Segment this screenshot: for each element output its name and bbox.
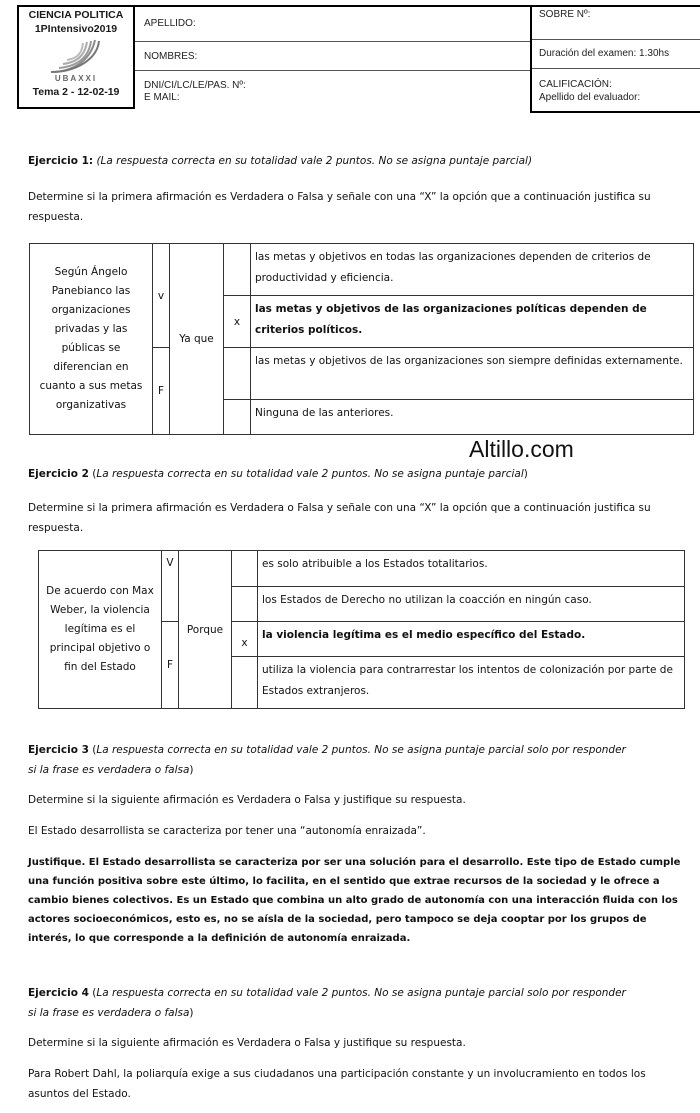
ejercicio-2-connector: Porque	[179, 551, 232, 709]
ejercicio-3-answer: Justifique. El Estado desarrollista se caracteriza por ser una solución para el desarrollo. Este tipo de Estado cumple una función positiva sobre este último, lo facilita, en el sentido que extrae recursos de la sociedad y le ofrece a cambio bienes colectivos. Es un Estado que combina un alto grado de autonomía con una interacción fluida con los actores socioeconómicos, esto es, no se aísla de la sociedad, pero tampoco se deja cooptar por los grupos de interés, lo que corresponde a la definición de autonomía enraizada.	[28, 857, 681, 944]
ejercicio-2-note: La respuesta correcta en su totalidad vale 2 puntos. No se asigna puntaje parcial	[96, 468, 524, 480]
sobre-label: SOBRE Nº:	[539, 9, 591, 20]
dni-email-field[interactable]	[135, 71, 532, 115]
ejercicio-2-mark-1[interactable]	[232, 551, 258, 587]
header-course-box	[17, 5, 135, 109]
ejercicio-1-connector: Ya que	[170, 244, 224, 435]
ejercicio-3-instruction: Determine si la siguiente afirmación es Verdadera o Falsa y justifique su respuesta.	[28, 794, 466, 806]
ejercicio-2-option-1: es solo atribuible a los Estados totalitarios.	[258, 551, 685, 587]
ejercicio-3-heading: Ejercicio 3 (La respuesta correcta en su totalidad vale 2 puntos. No se asigna puntaje parcial solo por responder si la frase es verdadera o falsa)	[28, 744, 626, 776]
exam-header	[17, 5, 700, 113]
duracion-field	[532, 40, 700, 69]
ejercicio-1-mark-1[interactable]	[224, 244, 251, 296]
ejercicio-3-title: Ejercicio 3	[28, 744, 89, 756]
sobre-field[interactable]	[532, 7, 700, 40]
ejercicio-4-instruction: Determine si la siguiente afirmación es Verdadera o Falsa y justifique su respuesta.	[28, 1037, 466, 1049]
ejercicio-4-heading: Ejercicio 4 (La respuesta correcta en su totalidad vale 2 puntos. No se asigna puntaje parcial solo por responder si la frase es verdadera o falsa)	[28, 987, 626, 1019]
calificacion-label: CALIFICACIÓN:	[539, 79, 612, 90]
ejercicio-2-statement: De acuerdo con Max Weber, la violencia legítima es el principal objetivo o fin del Estado	[39, 551, 162, 709]
ejercicio-1-title: Ejercicio 1:	[28, 155, 94, 167]
ejercicio-4-note-line2: si la frase es verdadera o falsa	[28, 1007, 190, 1019]
ejercicio-1-note: (La respuesta correcta en su totalidad vale 2 puntos. No se asigna puntaje parcial)	[96, 155, 533, 167]
ejercicio-2-option-4: utiliza la violencia para contrarrestar los intentos de colonización por parte de Estados extranjeros.	[258, 657, 685, 709]
apellido-label: APELLIDO:	[144, 18, 196, 29]
apellido-field[interactable]	[135, 7, 532, 42]
ejercicio-1-statement: Según Ángelo Panebianco las organizaciones privadas y las públicas se diferencian en cuanto a sus metas organizativas	[30, 244, 153, 435]
tema-date: Tema 2 - 12-02-19	[32, 86, 120, 98]
ejercicio-2-v-option[interactable]: V	[162, 551, 179, 622]
calificacion-field[interactable]	[532, 69, 700, 113]
ejercicio-1-v-option[interactable]: v	[153, 244, 170, 348]
ejercicio-1-instruction: Determine si la primera afirmación es Verdadera o Falsa y señale con una “X” la opción que a continuación justifica su respuesta.	[28, 191, 651, 223]
ejercicio-4-statement: Para Robert Dahl, la poliarquía exige a sus ciudadanos una participación constante y un involucramiento en todos los asuntos del Estado.	[28, 1068, 646, 1100]
header-student-fields	[135, 5, 532, 113]
ejercicio-1-table	[29, 243, 694, 435]
subject-title: CIENCIA POLITICA	[28, 9, 124, 21]
ejercicio-2-option-2: los Estados de Derecho no utilizan la coacción en ningún caso.	[258, 587, 685, 622]
ejercicio-3-statement: El Estado desarrollista se caracteriza por tener una “autonomía enraizada”.	[28, 825, 426, 837]
ejercicio-1-option-1: las metas y objetivos en todas las organizaciones dependen de criterios de productividad y eficiencia.	[251, 244, 694, 296]
ejercicio-2-mark-3[interactable]: x	[232, 622, 258, 657]
ejercicio-2-table	[38, 550, 685, 709]
ejercicio-1-mark-4[interactable]	[224, 400, 251, 435]
ejercicio-2-option-3: la violencia legítima es el medio específico del Estado.	[258, 622, 685, 657]
ejercicio-1-f-option[interactable]: F	[153, 348, 170, 435]
email-label: E MAIL:	[144, 92, 180, 103]
ejercicio-2-mark-2[interactable]	[232, 587, 258, 622]
nombres-label: NOMBRES:	[144, 51, 198, 62]
ejercicio-1-option-4: Ninguna de las anteriores.	[251, 400, 694, 435]
ejercicio-1-mark-3[interactable]	[224, 348, 251, 400]
duracion-label: Duración del examen: 1.30hs	[539, 48, 670, 59]
ejercicio-2-title: Ejercicio 2	[28, 468, 89, 480]
ejercicio-1-option-2: las metas y objetivos de las organizaciones políticas dependen de criterios políticos.	[251, 296, 694, 348]
altillo-watermark: Altillo.com	[469, 436, 574, 462]
ubaxxi-logo-icon	[41, 38, 111, 74]
ejercicio-4-note-line1: La respuesta correcta en su totalidad vale 2 puntos. No se asigna puntaje parcial solo por responder	[96, 987, 626, 999]
ejercicio-3-note-line2: si la frase es verdadera o falsa	[28, 764, 190, 776]
ejercicio-2-heading: Ejercicio 2 (La respuesta correcta en su totalidad vale 2 puntos. No se asigna puntaje parcial)	[28, 468, 528, 480]
ejercicio-2-mark-4[interactable]	[232, 657, 258, 709]
ejercicio-4-title: Ejercicio 4	[28, 987, 89, 999]
evaluador-label: Apellido del evaluador:	[539, 92, 641, 103]
dni-label: DNI/CI/LC/LE/PAS. Nº:	[144, 80, 246, 91]
ejercicio-1-mark-2[interactable]: x	[224, 296, 251, 348]
ejercicio-1-option-3: las metas y objetivos de las organizaciones son siempre definidas externamente.	[251, 348, 694, 400]
ejercicio-2-f-option[interactable]: F	[162, 622, 179, 709]
ejercicio-2-instruction: Determine si la primera afirmación es Verdadera o Falsa y señale con una “X” la opción que a continuación justifica su respuesta.	[28, 502, 651, 534]
ejercicio-1-heading	[28, 155, 532, 167]
header-exam-info	[530, 5, 700, 113]
nombres-field[interactable]	[135, 42, 532, 71]
ejercicio-3-note-line1: La respuesta correcta en su totalidad vale 2 puntos. No se asigna puntaje parcial solo por responder	[96, 744, 626, 756]
course-title: 1PIntensivo2019	[34, 23, 118, 35]
logo-text: UBAXXI	[54, 74, 98, 83]
